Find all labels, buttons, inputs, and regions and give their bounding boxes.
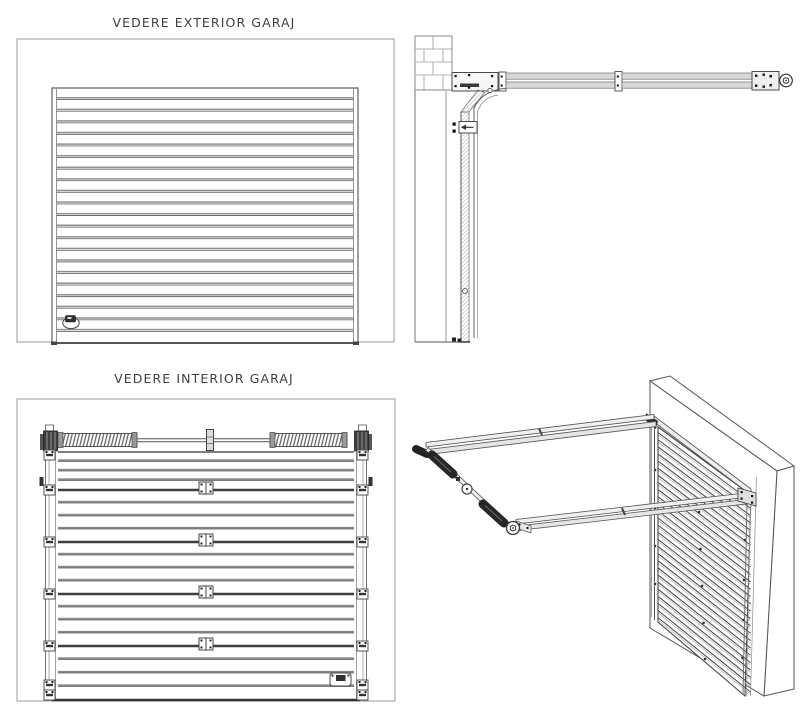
slat-shadow-band (57, 178, 354, 180)
slat-shadow-band (57, 224, 354, 226)
panel-roller (463, 289, 468, 294)
slat-shadow-band (57, 190, 354, 192)
iso-perspective-drawing (400, 360, 800, 717)
slat-shadow-band (58, 657, 354, 659)
slat-shadow-band (58, 566, 354, 568)
slat-shadow-band (58, 527, 354, 529)
slat-shadow-band (58, 671, 354, 673)
exterior-view-title: VEDERE EXTERIOR GARAJ (112, 15, 296, 30)
slat-shadow-band (58, 553, 354, 555)
slat-shadow-band (57, 213, 354, 215)
slat-shadow-band (58, 605, 354, 607)
center-bearing (207, 430, 214, 451)
slat-shadow-band (57, 271, 354, 273)
top-roller (488, 88, 492, 92)
hinge-dot (698, 511, 700, 513)
exterior-elevation-drawing (0, 0, 400, 360)
door-handle (330, 673, 351, 686)
hinge-dot (699, 548, 701, 550)
brick-lintel (415, 36, 452, 90)
slat-shadow-band (58, 618, 354, 620)
slat-shadow-band (58, 469, 354, 471)
side-section-drawing (400, 0, 800, 360)
diagonal-spring-arm (426, 448, 516, 532)
end-bracket (752, 72, 779, 91)
horizontal-track (499, 72, 752, 92)
slat-shadow-band (58, 631, 354, 633)
hinge-dot (701, 585, 703, 587)
cable-drum-right (355, 431, 369, 451)
slat-shadow-band (57, 120, 354, 122)
interior-view-title: VEDERE INTERIOR GARAJ (114, 371, 294, 386)
slat-shadow-band (58, 459, 354, 461)
pulley-wheel (780, 74, 793, 87)
interior-elevation-drawing (0, 360, 400, 717)
sectional-door (51, 88, 359, 345)
curved-track (474, 88, 506, 338)
slat-shadow-band (57, 317, 354, 319)
slat-shadow-band (57, 109, 354, 111)
slat-shadow-band (57, 248, 354, 250)
track-splice (615, 72, 622, 92)
slat-shadow-band (57, 329, 354, 331)
slat-shadow-band (57, 306, 354, 308)
slat-shadow-band (58, 684, 354, 686)
slat-shadow-band (57, 167, 354, 169)
hinge-dot (702, 622, 704, 624)
torsion-spring-right (270, 434, 347, 447)
cable-drum-left (44, 431, 58, 451)
hinge-dot (704, 658, 706, 660)
slat-shadow-band (57, 236, 354, 238)
arm-joint (456, 477, 460, 481)
door-slats (57, 97, 354, 331)
slat-shadow-band (57, 97, 354, 99)
hinge-dot (743, 579, 745, 581)
slat-shadow-band (57, 259, 354, 261)
slat-shadow-band (57, 143, 354, 145)
horizontal-track-pair-upper (416, 415, 656, 455)
slat-shadow-band (58, 579, 354, 581)
slat-shadow-band (57, 282, 354, 284)
slat-shadow-band (57, 201, 354, 203)
slat-shadow-band (57, 132, 354, 134)
slat-shadow-band (58, 478, 354, 480)
door-foot-right (353, 342, 359, 346)
track-bracket-arrow (453, 122, 478, 134)
slat-shadow-band (57, 294, 354, 296)
slat-shadow-band (58, 514, 354, 516)
door-foot-left (51, 342, 57, 346)
torsion-spring-left (58, 434, 137, 447)
slat-shadow-band (58, 501, 354, 503)
track-end-cap (416, 449, 427, 454)
slat-shadow-band (57, 155, 354, 157)
